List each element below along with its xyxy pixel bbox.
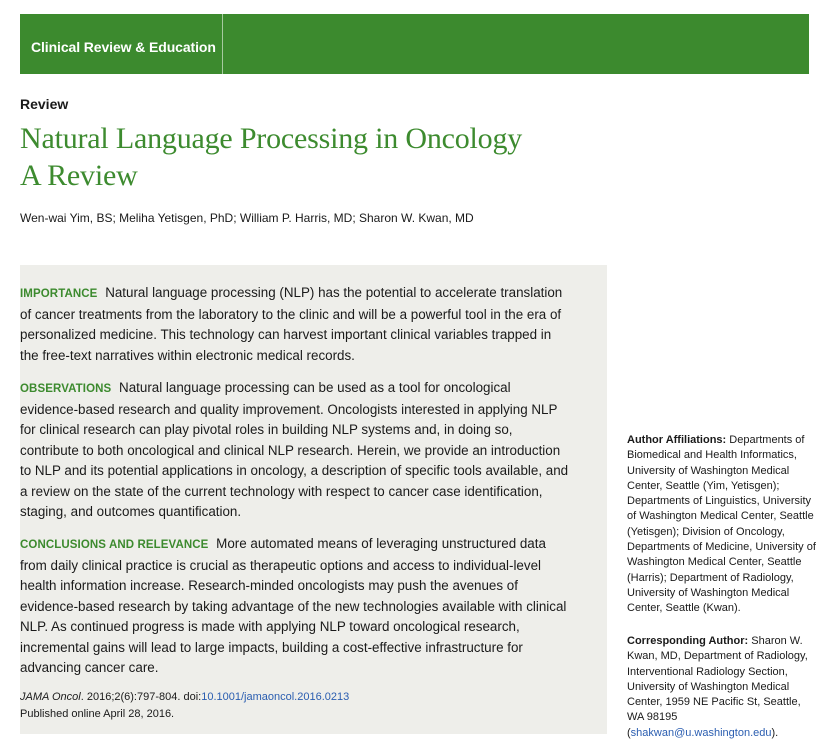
title-line-1: Natural Language Processing in Oncology — [20, 122, 523, 155]
email-link[interactable]: shakwan@u.washington.edu — [630, 726, 772, 739]
corresponding-text: Sharon W. Kwan, MD, Department of Radiology, Interventional Radiology Section, University of Washington Medical Center, 1959 NE Pacific St, Seattle, WA 98195 ( — [627, 635, 808, 739]
citation-ref: . 2016;2(6):797-804. doi: — [80, 691, 202, 703]
journal-name: JAMA Oncol — [20, 691, 81, 703]
citation-line — [20, 689, 349, 706]
observations-paragraph — [20, 378, 570, 523]
observations-heading: OBSERVATIONS — [20, 383, 112, 395]
section-banner — [20, 14, 809, 74]
affiliations-label: Author Affiliations: — [627, 434, 727, 446]
conclusions-heading: CONCLUSIONS AND RELEVANCE — [20, 539, 209, 551]
author-list: Wen-wai Yim, BS; Meliha Yetisgen, PhD; William P. Harris, MD; Sharon W. Kwan, MD — [20, 211, 474, 225]
importance-text: Natural language processing (NLP) has the potential to accelerate translation of cancer treatments from the laboratory to the clinic and will be a powerful tool in the era of personalized medicine. This technology can harvest important clinical variables trapped in the free-text narratives within electronic medical records. — [20, 285, 563, 363]
corresponding-label: Corresponding Author: — [627, 635, 749, 647]
observations-text: Natural language processing can be used as a tool for oncological evidence-based research and quality improvement. Oncologists interested in applying NLP for clinical research can play pivotal roles in building NLP systems and, in doing so, contribute to both oncological and clinical NLP research. Herein, we provide an introduction to NLP and its potential applications in oncology, a description of specific tools available, and a review on the state of the current technology with respect to cancer case identification, staging, and outcomes quantification. — [20, 380, 569, 519]
conclusions-text: More automated means of leveraging unstructured data from daily clinical practice is crucial as therapeutic options and access to individual-level health information increase. Research-minded oncologists may push the avenues of evidence-based research by taking advantage of the new technologies available with clinical NLP. As continued progress is made with applying NLP toward oncological research, incremental gains will lead to large impacts, building a cost-effective infrastructure for advancing cancer care. — [20, 536, 567, 675]
conclusions-paragraph — [20, 534, 570, 679]
published-date: Published online April 28, 2016. — [20, 708, 175, 720]
affiliations-text: Departments of Biomedical and Health Informatics, University of Washington Medical Center, Seattle (Yim, Yetisgen); Departments of Linguistics, University of Washington Medical Center, Seattle (Yetisgen); Division of Oncology, Departments of Medicine, University of Washington Medical Center, Seattle (Harris); Department of Radiology, University of Washington Medical Center, Seattle (Kwan). — [627, 434, 816, 615]
doi-link[interactable]: 10.1001/jamaoncol.2016.0213 — [201, 691, 350, 703]
importance-paragraph — [20, 283, 570, 366]
author-affiliations — [627, 433, 817, 617]
banner-label: Clinical Review & Education — [31, 39, 216, 55]
corresponding-end: ). — [771, 726, 779, 739]
citation — [20, 689, 349, 723]
title-line-2: A Review — [20, 159, 138, 192]
article-title — [20, 120, 522, 194]
importance-heading: IMPORTANCE — [20, 288, 98, 300]
corresponding-author — [627, 634, 817, 741]
banner-divider — [222, 14, 223, 74]
article-type: Review — [20, 96, 69, 112]
